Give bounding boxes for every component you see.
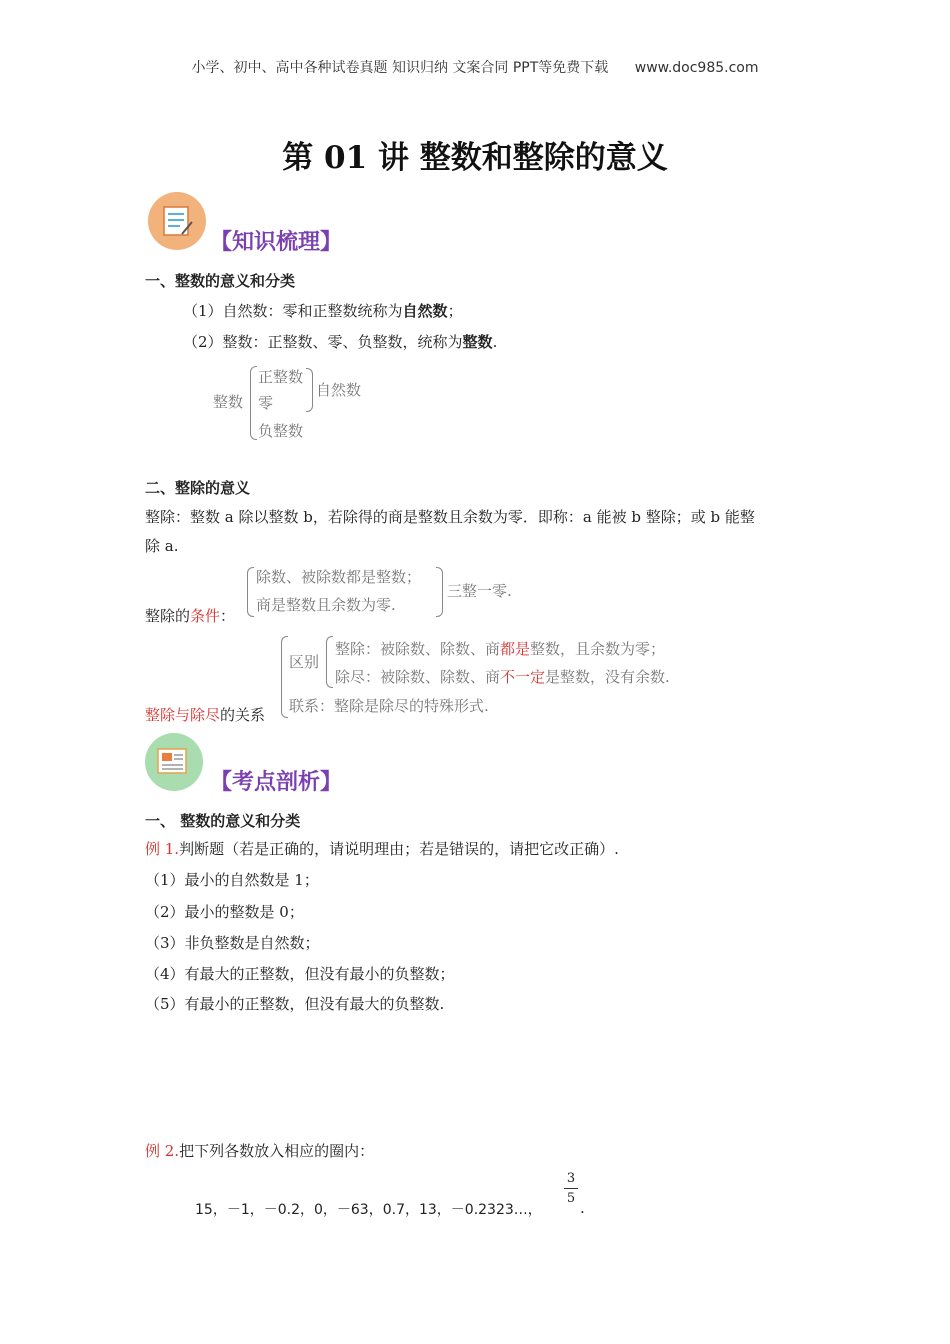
header-text: 小学、初中、高中各种试卷真题 知识归纳 文案合同 PPT等免费下载 xyxy=(191,60,609,76)
def-bold: 自然数 xyxy=(402,302,448,320)
section-2-title: 二、整除的意义 xyxy=(145,479,251,497)
fraction-numerator: 3 xyxy=(566,1171,576,1186)
example-text: 判断题（若是正确的，请说明理由；若是错误的，请把它改正确）. xyxy=(179,840,619,858)
example-1-item: （2）最小的整数是 0； xyxy=(145,903,304,921)
relationship-connection: 联系：整除是除尽的特殊形式. xyxy=(289,697,489,715)
difference-exact-division xyxy=(335,666,670,687)
example-label: 例 2. xyxy=(145,1142,180,1160)
right-brace xyxy=(306,368,313,412)
def-text: （2）整数：正整数、零、负整数，统称为 xyxy=(183,333,463,351)
relationship-outer-brace xyxy=(281,636,288,718)
document-icon xyxy=(145,733,203,791)
tree-positive: 正整数 xyxy=(258,368,304,386)
example-1-prompt xyxy=(145,838,619,859)
natural-number-definition xyxy=(183,300,463,321)
example-2-numbers: 15，－1，－0.2，0，－63，0.7，13，－0.2323…， xyxy=(195,1202,542,1218)
example-2-prompt xyxy=(145,1140,374,1161)
notebook-icon xyxy=(148,192,206,250)
page-title: 第 01 讲 整数和整除的意义 xyxy=(282,140,668,176)
example-1-item: （4）有最大的正整数，但没有最小的负整数； xyxy=(145,965,455,983)
integer-definition xyxy=(183,331,497,352)
label-highlight: 整除与除尽 xyxy=(145,706,221,724)
text: 整除：被除数、除数、商 xyxy=(335,640,501,658)
label-text: 整除的 xyxy=(145,607,191,625)
conditions-right-brace xyxy=(436,567,443,617)
example-label: 例 1. xyxy=(145,840,180,858)
divisibility-definition-line1: 整除：整数 a 除以整数 b，若除得的商是整数且余数为零．即称：a 能被 b 整除；或 b 能整 xyxy=(145,508,755,526)
conditions-brace xyxy=(247,567,254,617)
conditions-summary: 三整一零. xyxy=(447,582,512,600)
tree-natural: 自然数 xyxy=(316,381,362,399)
def-end: ； xyxy=(447,302,463,320)
def-bold: 整数 xyxy=(462,333,493,351)
example-1-item: （1）最小的自然数是 1； xyxy=(145,871,319,889)
text: 整数，且余数为零； xyxy=(530,640,666,658)
section-1-title: 一、整数的意义和分类 xyxy=(145,272,296,290)
highlight: 都是 xyxy=(500,640,531,658)
label-colon: ： xyxy=(220,607,236,625)
def-end: . xyxy=(492,333,498,351)
analysis-heading: 【考点剖析】 xyxy=(210,769,343,795)
difference-label: 区别 xyxy=(289,653,320,671)
text: 除尽：被除数、除数、商 xyxy=(335,668,501,686)
difference-brace xyxy=(326,636,333,688)
page-header xyxy=(0,57,950,77)
fraction-denominator: 5 xyxy=(566,1191,576,1206)
knowledge-heading: 【知识梳理】 xyxy=(210,229,343,255)
label-highlight: 条件 xyxy=(190,607,221,625)
left-brace xyxy=(250,366,257,440)
example-text: 把下列各数放入相应的圈内： xyxy=(179,1142,375,1160)
condition-2: 商是整数且余数为零. xyxy=(256,596,396,614)
example-2-end: . xyxy=(580,1199,585,1217)
fraction-bar xyxy=(564,1188,578,1189)
tree-zero: 零 xyxy=(258,394,274,412)
tree-negative: 负整数 xyxy=(258,422,304,440)
header-url[interactable]: www.doc985.com xyxy=(634,60,759,76)
divisibility-definition-line2: 除 a. xyxy=(145,537,179,555)
def-text: （1）自然数：零和正整数统称为 xyxy=(183,302,403,320)
tree-root: 整数 xyxy=(213,393,244,411)
condition-1: 除数、被除数都是整数； xyxy=(256,568,422,586)
text: 是整数，没有余数. xyxy=(545,668,670,686)
analysis-section-1-title: 一、 整数的意义和分类 xyxy=(145,812,301,830)
highlight: 不一定 xyxy=(500,668,546,686)
example-1-item: （3）非负整数是自然数； xyxy=(145,934,320,952)
example-1-item: （5）有最小的正整数，但没有最大的负整数. xyxy=(145,995,445,1013)
label-text: 的关系 xyxy=(220,706,266,724)
fraction xyxy=(564,1171,578,1206)
conditions-label xyxy=(145,605,235,626)
difference-divisible xyxy=(335,638,665,659)
relationship-label xyxy=(145,704,265,725)
